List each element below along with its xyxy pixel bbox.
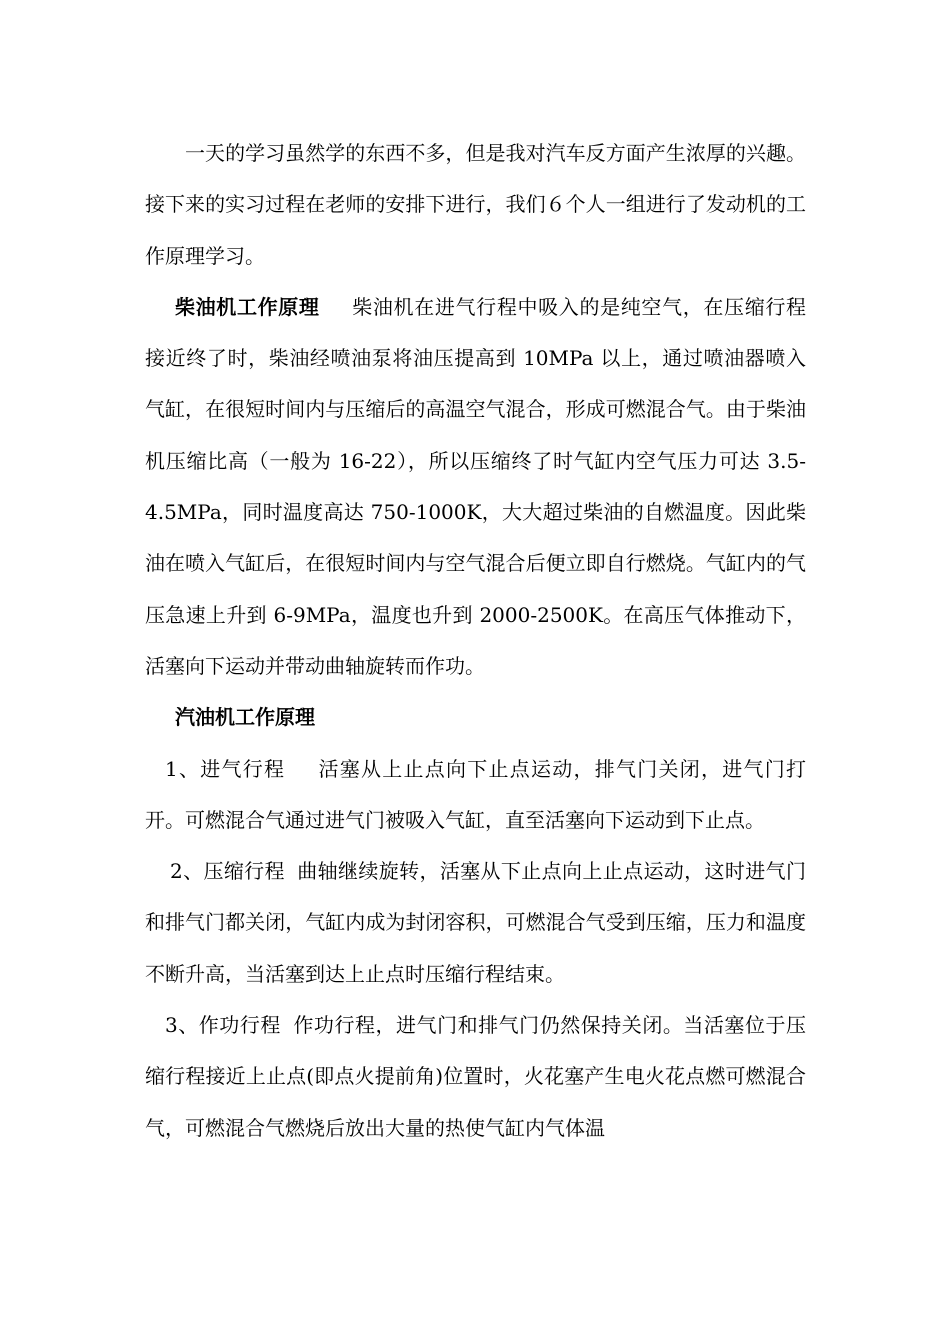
gasoline-heading: 汽油机工作原理 — [175, 705, 315, 730]
intake-paragraph — [145, 744, 806, 847]
diesel-heading: 柴油机工作原理 — [175, 294, 320, 319]
intro-paragraph: 一天的学习虽然学的东西不多，但是我对汽车反方面产生浓厚的兴趣。接下来的实习过程在老师的安排下进行，我们６个人一组进行了发动机的工作原理学习。 — [145, 141, 806, 268]
compression-body: 曲轴继续旋转，活塞从下止点向上止点运动，这时进气门和排气门都关闭，气缸内成为封闭容积，可燃混合气受到压缩，压力和温度不断升高，当活塞到达上止点时压缩行程结束。 — [145, 859, 806, 986]
diesel-body: 柴油机在进气行程中吸入的是纯空气，在压缩行程接近终了时，柴油经喷油泵将油压提高到 10MPa 以上，通过喷油器喷入气缸，在很短时间内与压缩后的高温空气混合，形成可燃混合气。由于柴油机压缩比高（一般为 16-22），所以压缩终了时气缸内空气压力可达 3.5-4.5MPa，同时温度高达 750-1000K，大大超过柴油的自燃温度。因此柴油在喷入气缸后，在很短时间内与空气混合后便立即自行燃烧。气缸内的气压急速上升到 6-9MPa，温度也升到 2000-2500K。在高压气体推动下，活塞向下运动并带动曲轴旋转而作功。 — [145, 294, 807, 678]
diesel-paragraph — [145, 282, 806, 692]
power-paragraph — [145, 1000, 806, 1154]
power-body: 作功行程，进气门和排气门仍然保持关闭。当活塞位于压缩行程接近上止点(即点火提前角)位置时，火花塞产生电火花点燃可燃混合气，可燃混合气燃烧后放出大量的热使气缸内气体温 — [145, 1013, 806, 1140]
document-page — [145, 128, 806, 1154]
power-label: 3、作功行程 — [165, 1013, 281, 1038]
intake-label: 1、进气行程 — [165, 756, 286, 781]
intake-body: 活塞从上止点向下止点运动，排气门关闭，进气门打开。可燃混合气通过进气门被吸入气缸，直至活塞向下运动到下止点。 — [145, 756, 806, 832]
compression-paragraph — [145, 846, 806, 1000]
compression-label: 2、压缩行程 — [170, 859, 285, 884]
